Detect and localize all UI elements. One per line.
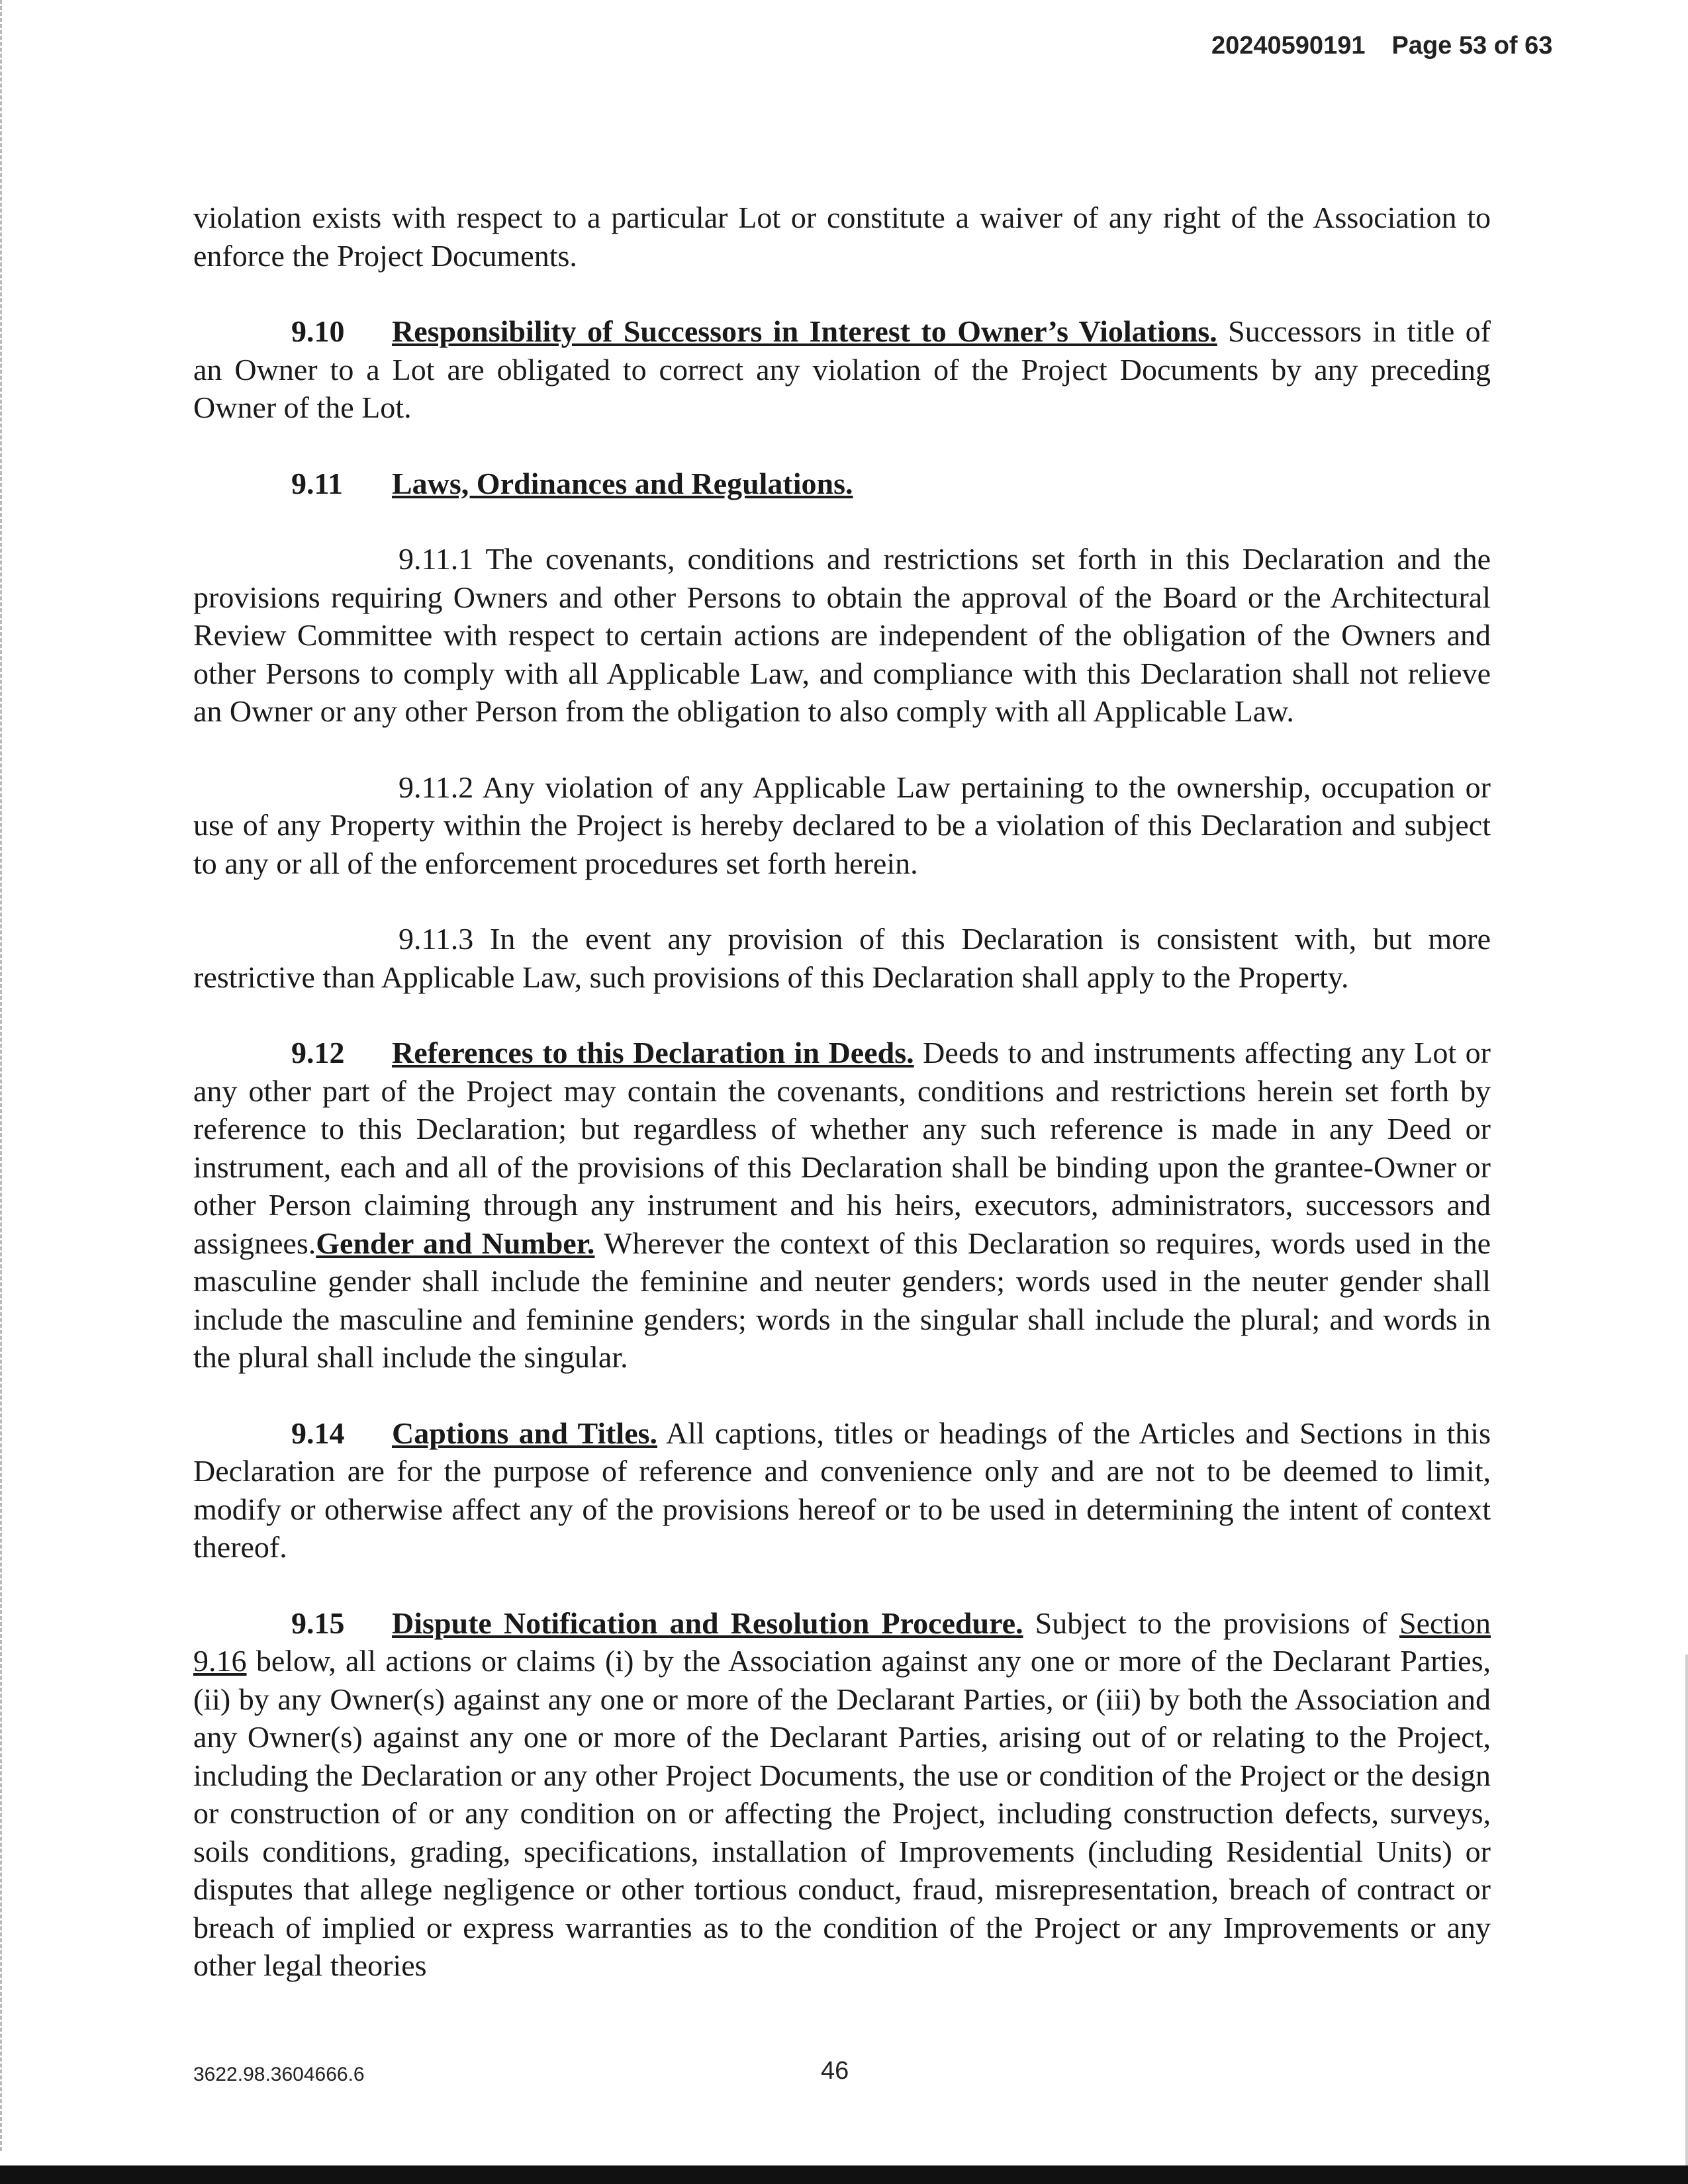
section-9-14: [193, 1414, 1491, 1567]
section-number: 9.10: [291, 314, 345, 348]
section-text: All captions, titles or headings of the Articles and Sections in this Declaration are for the purpose of reference and convenience only and are not to be deemed to limit, modify or otherwise affect any of the provisions hereof or to be used in determining the intent of context thereof.: [193, 1416, 1491, 1564]
section-title: References to this Declaration in Deeds.: [392, 1036, 914, 1069]
recording-stamp: [1211, 32, 1552, 60]
section-number: 9.12: [291, 1036, 345, 1069]
document-id: 3622.98.3604666.6: [193, 2064, 365, 2085]
scan-left-edge: [0, 0, 5, 2151]
section-title: Dispute Notification and Resolution Procedure.: [392, 1606, 1023, 1640]
section-number: 9.15: [291, 1606, 345, 1640]
section-title: Laws, Ordinances and Regulations.: [392, 466, 853, 500]
section-reference: Section 9.16: [193, 1606, 1491, 1678]
section-title-gender-number: Gender and Number.: [316, 1226, 595, 1260]
subsection-9-11-1: 9.11.1 The covenants, conditions and restrictions set forth in this Declaration and the provisions requiring Owners and other Persons to obtain the approval of the Board or the Architectural Review Committee with respect to certain actions are independent of the obligation of the Owners and other Persons to comply with all Applicable Law, and compliance with this Declaration shall not relieve an Owner or any other Person from the obligation to also comply with all Applicable Law.: [193, 542, 1491, 728]
section-text: Successors in title of an Owner to a Lot are obligated to correct any violation of the Project Documents by any preceding Owner of the Lot.: [193, 314, 1491, 424]
section-9-15: [193, 1604, 1491, 1985]
recording-number: 20240590191: [1211, 32, 1366, 60]
scan-bottom-edge: [0, 2165, 1688, 2184]
section-number: 9.14: [291, 1416, 345, 1450]
section-number: 9.11: [291, 466, 343, 500]
page-number: 46: [821, 2057, 849, 2085]
continued-paragraph: violation exists with respect to a particular Lot or constitute a waiver of any right of the Association to enforce the Project Documents.: [193, 201, 1491, 273]
subsection-9-11-3: 9.11.3 In the event any provision of this Declaration is consistent with, but more restrictive than Applicable Law, such provisions of this Declaration shall apply to the Property.: [193, 922, 1491, 994]
section-text-continued: below, all actions or claims (i) by the Association against any one or more of the Declarant Parties, (ii) by any Owner(s) against any one or more of the Declarant Parties, or (iii) by both the Association and any Owner(s) against any one or more of the Declarant Parties, arising out of or relating to the Project, including the Declaration or any other Project Documents, the use or condition of the Project or the design or construction of or any condition on or affecting the Project, including construction defects, surveys, soils conditions, grading, specifications, installation of Improvements (including Residential Units) or disputes that allege negligence or other tortious conduct, fraud, misrepresentation, breach of contract or breach of implied or express warranties as to the condition of the Project or any Improvements or any other legal theories: [193, 1644, 1491, 1982]
section-text-gender-number: Wherever the context of this Declaration so requires, words used in the masculine gender shall include the feminine and neuter genders; words used in the neuter gender shall include the masculine and feminine genders; words in the singular shall include the plural; and words in the plural shall include the singular.: [193, 1226, 1491, 1374]
scan-right-edge: [1685, 1655, 1688, 2184]
section-9-10: [193, 312, 1491, 427]
section-title: Captions and Titles.: [392, 1416, 658, 1450]
section-title: Responsibility of Successors in Interest to Owner’s Violations.: [392, 314, 1217, 348]
section-text: Subject to the provisions of: [1023, 1606, 1400, 1640]
section-text: Deeds to and instruments affecting any Lot or any other part of the Project may contain the covenants, conditions and restrictions herein set forth by reference to this Declaration; but regardless of whether any such reference is made in any Deed or instrument, each and all of the provisions of this Declaration shall be binding upon the grantee-Owner or other Person claiming through any instrument and his heirs, executors, administrators, successors and assignees.: [193, 1036, 1491, 1260]
section-9-12: [193, 1034, 1491, 1377]
page-count-label: Page 53 of 63: [1391, 32, 1553, 60]
subsection-9-11-2: 9.11.2 Any violation of any Applicable Law pertaining to the ownership, occupation or use of any Property within the Project is hereby declared to be a violation of this Declaration and subject to any or all of the enforcement procedures set forth herein.: [193, 770, 1491, 880]
document-body: [193, 199, 1491, 2023]
section-9-11: [193, 465, 1491, 503]
